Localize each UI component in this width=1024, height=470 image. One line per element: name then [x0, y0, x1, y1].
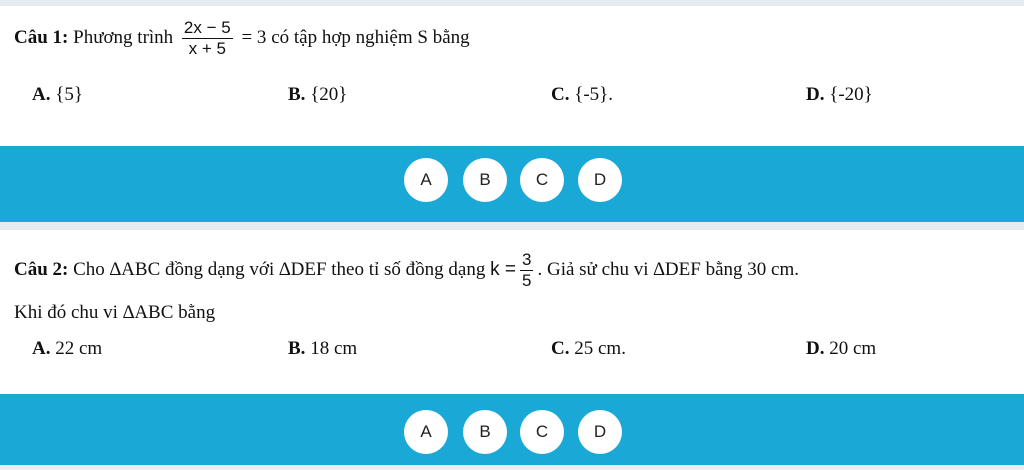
- option-value: 25 cm.: [574, 338, 626, 359]
- question-2-line-2: Khi đó chu vi ∆ABC bằng: [14, 302, 216, 323]
- answer-button-a[interactable]: A: [404, 158, 448, 202]
- answer-button-b[interactable]: B: [463, 158, 507, 202]
- answer-button-d[interactable]: D: [578, 158, 622, 202]
- option-letter: B.: [288, 338, 306, 359]
- option-letter: B.: [288, 84, 306, 105]
- answer-button-d[interactable]: D: [578, 410, 622, 454]
- option-value: 22 cm: [55, 338, 103, 359]
- option-value: 18 cm: [310, 338, 358, 359]
- question-1-stem: [14, 18, 470, 59]
- fraction-numerator: 2x − 5: [183, 18, 231, 37]
- answer-buttons-2: [0, 410, 1024, 470]
- option-value: {20}: [310, 84, 348, 105]
- q1-option-c: [551, 84, 613, 106]
- fraction-numerator: 3: [522, 250, 532, 269]
- option-letter: C.: [551, 338, 570, 359]
- question-1-equals: = 3: [241, 26, 267, 48]
- option-letter: C.: [551, 84, 570, 105]
- question-1-text-before: Phương trình: [73, 26, 174, 48]
- separator: [0, 222, 1024, 230]
- question-2: [0, 230, 1024, 394]
- answer-band-1: [0, 146, 1024, 222]
- answer-button-c[interactable]: C: [520, 410, 564, 454]
- question-1-fraction: [182, 18, 233, 59]
- q2-option-b: [288, 338, 357, 360]
- question-1-text-after: có tập hợp nghiệm S bằng: [271, 26, 470, 48]
- question-2-fraction: [520, 250, 533, 291]
- answer-button-b[interactable]: B: [463, 410, 507, 454]
- option-value: {-5}.: [574, 84, 614, 105]
- q2-option-a: [32, 338, 102, 360]
- question-2-label: Câu 2:: [14, 258, 69, 280]
- answer-button-c[interactable]: C: [520, 158, 564, 202]
- option-letter: D.: [806, 338, 825, 359]
- q2-option-c: [551, 338, 626, 360]
- option-value: {5}: [55, 84, 83, 105]
- answer-band-2: [0, 394, 1024, 465]
- fraction-denominator: x + 5: [188, 39, 226, 58]
- q2-option-d: [806, 338, 876, 360]
- q1-option-b: [288, 84, 347, 106]
- question-2-text-before: Cho ∆ABC đồng dạng với ∆DEF theo tỉ số đồng dạng: [73, 258, 486, 280]
- q1-option-a: [32, 84, 83, 106]
- option-letter: A.: [32, 84, 51, 105]
- question-2-stem: [14, 250, 799, 291]
- k-label: k =: [490, 258, 516, 280]
- option-value: {-20}: [829, 84, 873, 105]
- option-letter: A.: [32, 338, 51, 359]
- option-value: 20 cm: [829, 338, 877, 359]
- option-letter: D.: [806, 84, 825, 105]
- q1-option-d: [806, 84, 873, 106]
- question-2-text-after: . Giả sử chu vi ∆DEF bằng 30 cm.: [537, 258, 799, 280]
- fraction-denominator: 5: [522, 271, 532, 290]
- answer-button-a[interactable]: A: [404, 410, 448, 454]
- answer-buttons-1: [0, 158, 1024, 218]
- question-1: [0, 6, 1024, 146]
- question-1-label: Câu 1:: [14, 26, 69, 48]
